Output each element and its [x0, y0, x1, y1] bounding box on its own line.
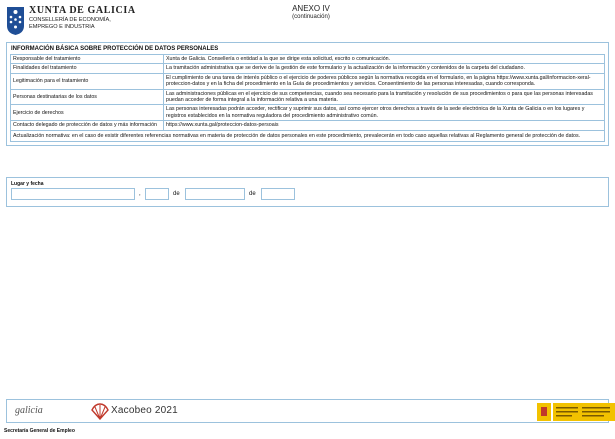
row-label: Finalidades del tratamiento — [11, 64, 164, 73]
annex-heading — [261, 4, 361, 20]
row-value: El cumplimiento de una tarea de interés público o el ejercicio de poderes públicos según la normativa recogida en el formulario, en la página https://www.xunta.gal/informacion-xeral-proteccion-datos y en la ficha del procedimiento en la Guía de procedimientos y servicios. Consentimiento de las personas interesadas, cuando corresponda. — [164, 73, 605, 89]
row-label: Responsable del tratamiento — [11, 55, 164, 64]
spain-government-emblem — [537, 403, 615, 421]
table-row — [11, 89, 605, 105]
table-row-note — [11, 130, 605, 141]
scallop-shell-icon — [91, 403, 109, 420]
logo-department-line1: CONSELLERÍA DE ECONOMÍA, — [29, 17, 111, 23]
xacobeo-logo-text: Xacobeo 2021 — [111, 405, 178, 416]
regulatory-note: Actualización normativa: en el caso de existir diferentes referencias normativas en materia de protección de datos personales en este procedimiento, prevalecerán en todo caso aquellas relativas al Reglamento general de protección de datos. — [11, 130, 605, 141]
row-value-link[interactable]: https://www.xunta.gal/proteccion-datos-persoais — [164, 121, 605, 130]
year-input[interactable] — [261, 188, 295, 200]
logo-department-line2: EMPREGO E INDUSTRIA — [29, 24, 95, 31]
issuer-footer-text: Secretaría General de Empleo — [4, 428, 75, 434]
xunta-shield-icon — [6, 6, 25, 36]
place-input[interactable] — [11, 188, 135, 200]
row-label: Ejercicio de derechos — [11, 105, 164, 121]
logo-title: XUNTA DE GALICIA — [29, 5, 136, 16]
footer-logos — [6, 399, 609, 423]
separator-comma: , — [139, 191, 141, 197]
section-title: INFORMACIÓN BÁSICA SOBRE PROTECCIÓN DE DATOS PERSONALES — [11, 46, 219, 52]
table-row — [11, 64, 605, 73]
separator-de: de — [249, 191, 256, 197]
row-value: Las administraciones públicas en el ejercicio de sus competencias, cuando sea necesario para la tramitación y resolución de sus procedimientos o para que las personas interesadas puedan acceder de forma integral a la información relativa a una materia. — [164, 89, 605, 105]
galicia-logo: galicia — [15, 405, 43, 416]
month-input[interactable] — [185, 188, 245, 200]
table-row — [11, 121, 605, 130]
annex-title: ANEXO IV — [292, 4, 330, 13]
row-value: La tramitación administrativa que se derive de la gestión de este formulario y la actualización de la información y contenidos de la carpeta del ciudadano. — [164, 64, 605, 73]
row-value: Xunta de Galicia. Consellería o entidad a la que se dirige esta solicitud, escrito o comunicación. — [164, 55, 605, 64]
table-row — [11, 105, 605, 121]
row-label: Contacto delegado de protección de datos y más información — [11, 121, 164, 130]
place-date-section — [6, 177, 609, 207]
place-date-label: Lugar y fecha — [11, 181, 44, 187]
table-row — [11, 73, 605, 89]
separator-de: de — [173, 191, 180, 197]
data-protection-section — [6, 42, 609, 146]
document-header — [6, 4, 609, 40]
row-label: Legitimación para el tratamiento — [11, 73, 164, 89]
xunta-logo-text — [29, 5, 136, 31]
annex-subtitle: (continuación) — [292, 14, 330, 20]
day-input[interactable] — [145, 188, 169, 200]
row-label: Personas destinatarias de los datos — [11, 89, 164, 105]
row-value: Las personas interesadas podrán acceder, rectificar y suprimir sus datos, así como ejercer otros derechos a través de la sede electrónica de la Xunta de Galicia o en los lugares y registros establecidos en la normativa reguladora del procedimiento administrativo común. — [164, 105, 605, 121]
data-protection-table — [10, 54, 605, 142]
table-row — [11, 55, 605, 64]
